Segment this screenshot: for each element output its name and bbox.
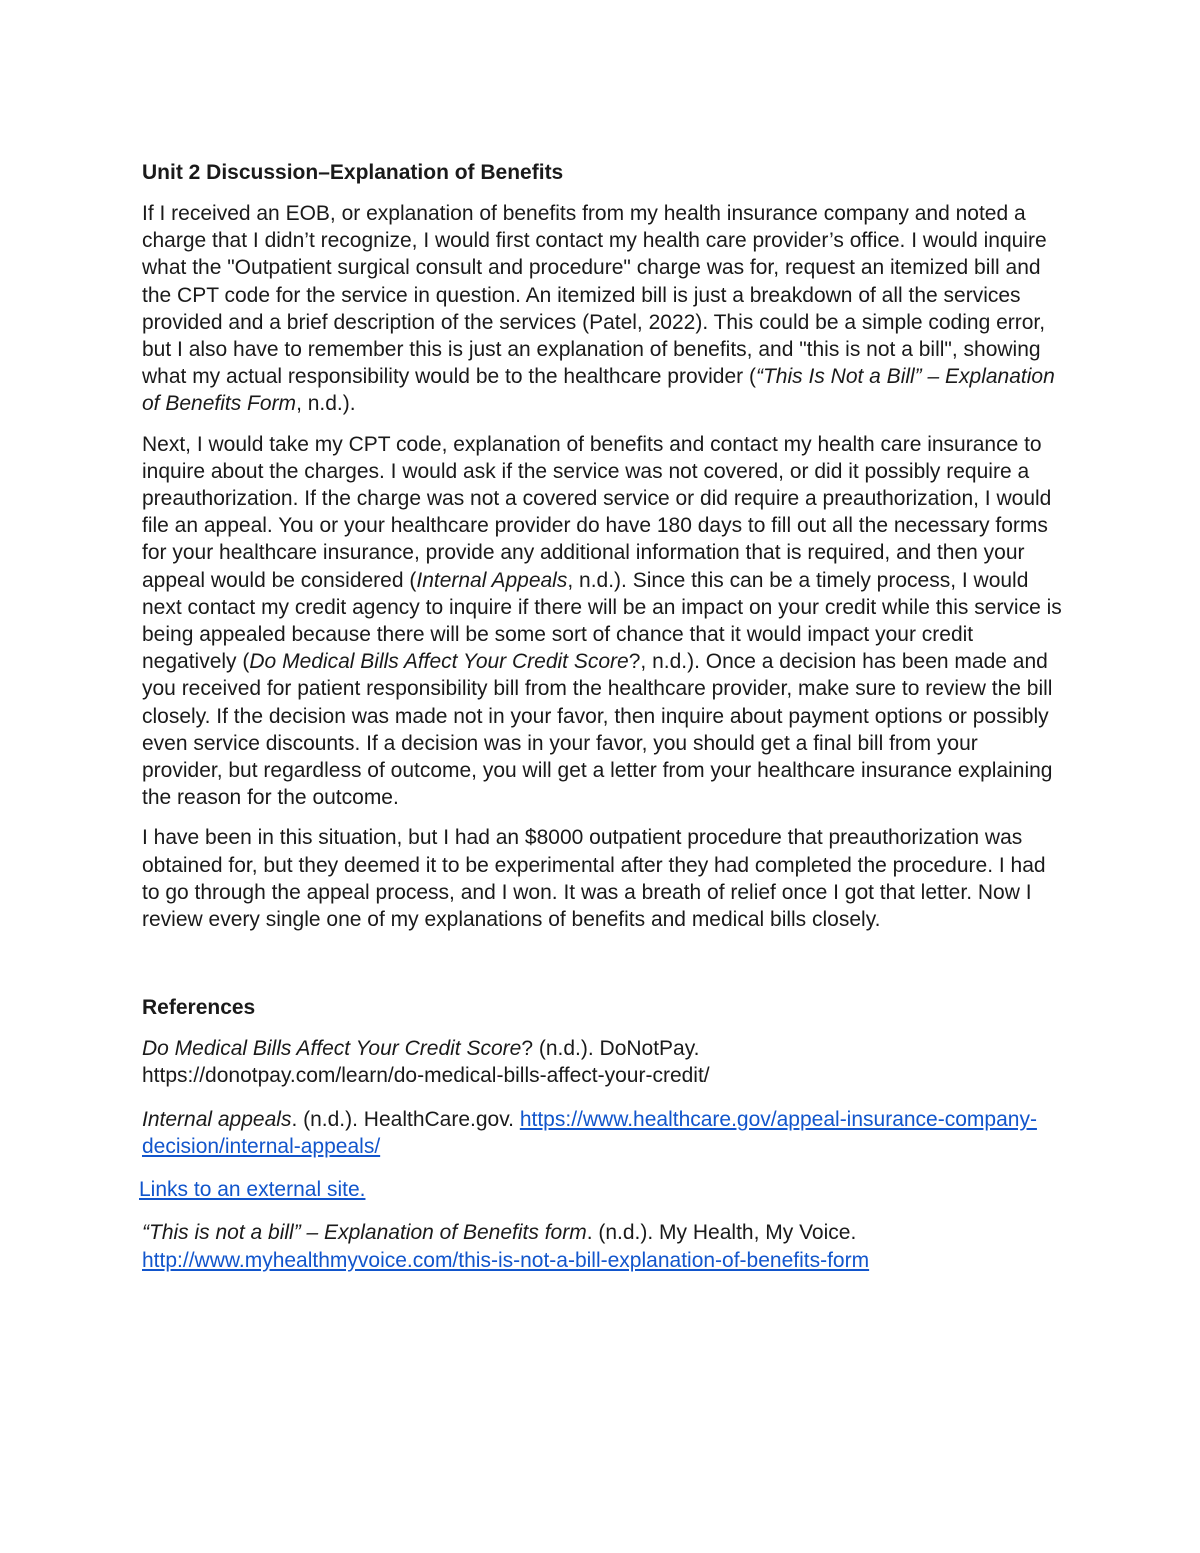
paragraph-1-text-b: , n.d.). (296, 392, 356, 416)
reference-3-link[interactable]: http://www.myhealthmyvoice.com/this-is-not-a-bill-explanation-of-benefits-form (142, 1248, 870, 1272)
paragraph-3: I have been in this situation, but I had an $8000 outpatient procedure that preauthorization was obtained for, but they deemed it to be experimental after they had completed the procedure. I had to go through the appeal process, and I won. It was a breath of relief once I got that letter. Now I review every single one of my explanations of benefits and medical bills closely. (142, 826, 1046, 932)
document-page (139, 158, 1062, 1290)
reference-2-title: Internal appeals (142, 1107, 292, 1131)
reference-2-link[interactable]: https://www.healthcare.gov/appeal-insurance-company-decision/internal-appeals/ (142, 1107, 1037, 1158)
paragraph-1-text-a: If I received an EOB, or explanation of benefits from my health insurance company and noted a charge that I didn’t recognize, I would first contact my health care provider’s office. I would inquire what the "Outpatient surgical consult and procedure" charge was for, request an itemized bill and the CPT code for the service in question. An itemized bill is just a breakdown of all the services provided and a brief description of the services (Patel, 2022). This could be a simple coding error, but I also have to remember this is just an explanation of benefits, and "this is not a bill", showing what my actual responsibility would be to the healthcare provider ( (142, 202, 1047, 389)
paragraph-1 (142, 200, 1062, 418)
reference-3-title: “This is not a bill” – Explanation of Benefits form (142, 1221, 587, 1245)
citation-this-is-not-a-bill: “This Is Not a Bill” – Explanation of Benefits Form (142, 365, 1055, 416)
paragraph-2-text-b: , n.d.). Since this can be a timely process, I would next contact my credit agency to inquire if there will be an impact on your credit while this service is being appealed because there will be some sort of chance that it would impact your credit negatively ( (142, 568, 1062, 674)
reference-3 (142, 1219, 1062, 1273)
citation-medical-bills-credit: Do Medical Bills Affect Your Credit Score (249, 650, 629, 674)
reference-1-source: ? (n.d.). DoNotPay. (521, 1037, 700, 1061)
reference-2 (142, 1106, 1062, 1160)
external-site-link[interactable]: Links to an external site. (139, 1178, 366, 1202)
reference-2-source: . (n.d.). HealthCare.gov. (291, 1107, 520, 1131)
references-heading: References (142, 996, 256, 1020)
document-title: Unit 2 Discussion–Explanation of Benefits (142, 161, 564, 184)
paragraph-2-text-a: Next, I would take my CPT code, explanation of benefits and contact my health care insurance to inquire about the charges. I would ask if the service was not covered, or did it possibly require a preauthorization. If the charge was not a covered service or did require a preauthorization, I would file an appeal. You or your healthcare provider do have 180 days to fill out all the necessary forms for your healthcare insurance, provide any additional information that is required, and then your appeal would be considered ( (142, 432, 1052, 592)
paragraph-2-text-c: ?, n.d.). Once a decision has been made and you received for patient responsibility bill from the healthcare provider, make sure to review the bill closely. If the decision was made not in your favor, then inquire about payment options or possibly even service discounts. If a decision was in your favor, you should get a final bill from your provider, but regardless of outcome, you will get a letter from your healthcare insurance explaining the reason for the outcome. (142, 650, 1053, 810)
reference-1 (142, 1035, 1062, 1089)
reference-3-source: . (n.d.). My Health, My Voice. (586, 1221, 857, 1245)
reference-1-url: https://donotpay.com/learn/do-medical-bills-affect-your-credit/ (142, 1064, 710, 1088)
reference-1-title: Do Medical Bills Affect Your Credit Score (142, 1037, 522, 1061)
paragraph-2 (142, 431, 1062, 812)
citation-internal-appeals: Internal Appeals (416, 568, 568, 592)
